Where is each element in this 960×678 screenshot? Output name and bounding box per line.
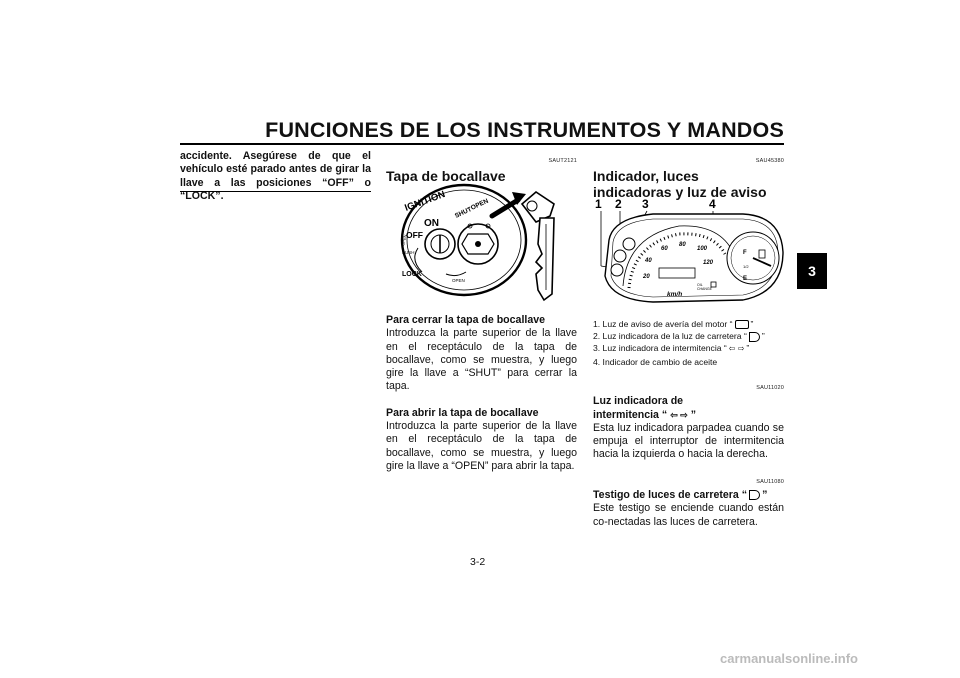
lock-label: LOCK xyxy=(402,271,422,278)
page-number: 3-2 xyxy=(470,556,486,568)
header-rule xyxy=(180,143,784,145)
high-beam-heading: Testigo de luces de carretera “ ” xyxy=(593,489,768,502)
open2-label: OPEN xyxy=(452,278,465,283)
page-header-title: FUNCIONES DE LOS INSTRUMENTOS Y MANDOS xyxy=(265,118,784,142)
speed-unit: km/h xyxy=(667,291,683,298)
turn-signal-text: Esta luz indicadora parpadea cuando se empuja el interruptor de intermitencia hacia la izquierda o hacia la derecha. xyxy=(593,421,784,461)
instrument-panel-illustration xyxy=(593,196,785,312)
high-beam-text: Este testigo se enciende cuando están co-nectadas las luces de carretera. xyxy=(593,502,784,528)
key-cover-illustration xyxy=(386,178,578,306)
turn-signal-heading-b: intermitencia “ ⇦ ⇨ ” xyxy=(593,408,697,421)
open-label: OPEN xyxy=(469,197,490,212)
open-heading: Para abrir la tapa de bocallave xyxy=(386,406,539,419)
open-text: Introduzca la parte superior de la llave en el receptáculo de la tapa de bocallave, como se muestra, y luego gire la llave a “OPEN” para abrir la tapa. xyxy=(386,420,577,472)
high-beam-icon xyxy=(749,332,760,342)
tick-120: 120 xyxy=(703,260,714,266)
caption-3: 3. Luz indicadora de intermitencia “ ⇦ ⇨ ” xyxy=(593,343,750,354)
column-3-text xyxy=(593,382,784,529)
on-label: ON xyxy=(424,218,439,229)
close-heading: Para cerrar la tapa de bocallave xyxy=(386,314,545,326)
high-beam-icon-heading xyxy=(749,490,760,500)
section-code-5: SAU11080 xyxy=(756,478,784,485)
caption-1: 1. Luz de aviso de avería del motor “ ” xyxy=(593,319,754,329)
section-heading: Tapa de bocallave xyxy=(386,168,506,185)
watermark: carmanualsonline.info xyxy=(720,651,858,666)
fuel-e: E xyxy=(743,276,748,282)
chapter-tab: 3 xyxy=(797,253,827,289)
fuel-half: 1/2 xyxy=(743,264,749,269)
oil-label: OIL xyxy=(697,283,703,287)
section-code-3: SAU45380 xyxy=(755,158,784,164)
section-heading-3: Indicador, luces indicadoras y luz de aviso xyxy=(593,168,767,201)
warning-text: accidente. Asegúrese de que el vehículo esté parado antes de girar la llave a las posiciones “OFF” o “LOCK”. xyxy=(180,150,371,202)
warning-end-rule xyxy=(180,191,371,192)
tick-80: 80 xyxy=(679,242,686,248)
callout-3: 3 xyxy=(642,197,649,211)
caption-4: 4. Indicador de cambio de aceite xyxy=(593,356,718,367)
push-label: PUSH xyxy=(402,250,415,255)
caption-2: 2. Luz indicadora de la luz de carretera “ ” xyxy=(593,331,765,342)
off-label: OFF xyxy=(406,230,423,240)
change-label: CHANGE xyxy=(697,287,712,291)
tick-60: 60 xyxy=(661,246,668,252)
callout-4: 4 xyxy=(709,197,716,211)
open-small-label: OPEN xyxy=(400,234,408,247)
close-text: Introduzca la parte superior de la llave en el receptáculo de la tapa de bocallave, como se muestra, y luego gire la llave a “SHUT” para cerrar la tapa. xyxy=(386,327,577,393)
shut-label: SHUT xyxy=(453,205,473,220)
section-code: SAUT2121 xyxy=(548,158,577,164)
tick-100: 100 xyxy=(697,246,708,252)
turn-signal-icon: ⇦ ⇨ xyxy=(728,344,745,354)
callout-2: 2 xyxy=(615,197,622,211)
engine-warning-icon xyxy=(735,320,749,329)
fuel-f: F xyxy=(743,250,747,256)
column-2-text xyxy=(386,314,577,473)
turn-signal-heading-a: Luz indicadora de xyxy=(593,395,684,408)
column-3 xyxy=(593,155,784,200)
figure-captions xyxy=(593,318,784,368)
ignition-label: IGNITION xyxy=(403,189,447,214)
callout-1: 1 xyxy=(595,197,602,211)
tick-20: 20 xyxy=(643,274,650,280)
turn-signal-icon-heading: ⇦ ⇨ xyxy=(670,409,688,420)
tick-40: 40 xyxy=(645,258,652,264)
column-1 xyxy=(180,150,371,203)
section-code-4: SAU11020 xyxy=(756,385,784,391)
